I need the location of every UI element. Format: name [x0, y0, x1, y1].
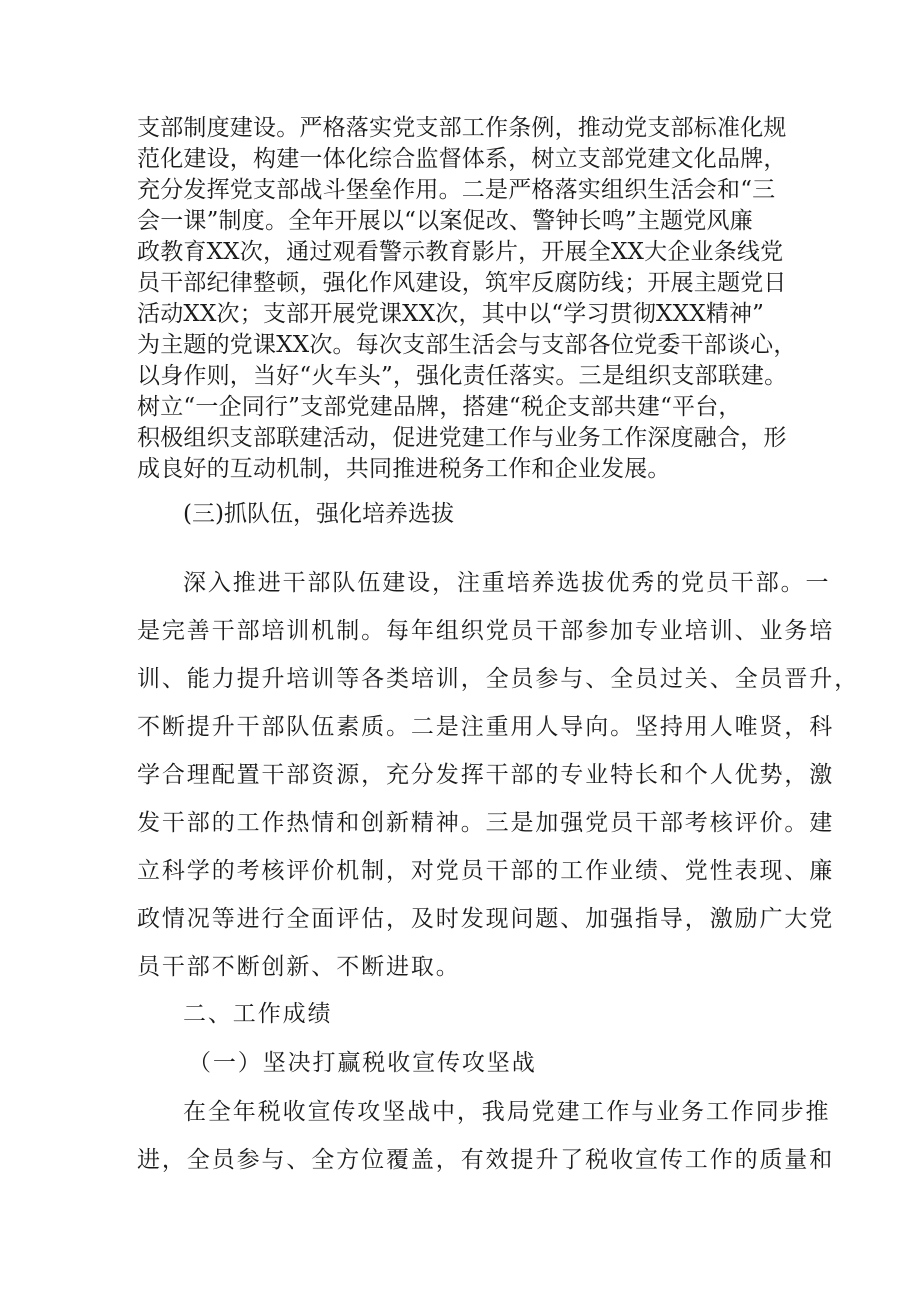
paragraph-3-line-2: 进，全员参与、全方位覆盖，有效提升了税收宣传工作的质量和 — [137, 1147, 835, 1173]
paragraph-2-line-4: 不断提升干部队伍素质。二是注重用人导向。坚持用人唯贤，科 — [137, 714, 835, 740]
paragraph-1-line-4: 会一课”制度。全年开展以“以案促改、警钟长鸣”主题党风廉 — [137, 208, 753, 234]
subsection-1-heading: （一）坚决打赢税收宣传攻坚战 — [188, 1050, 537, 1076]
paragraph-1-line-1: 支部制度建设。严格落实党支部工作条例，推动党支部标准化规 — [137, 115, 787, 141]
paragraph-2-line-2: 是完善干部培训机制。每年组织党员干部参加专业培训、业务培 — [137, 618, 835, 644]
paragraph-1-line-3: 充分发挥党支部战斗堡垒作用。二是严格落实组织生活会和“三 — [137, 177, 776, 203]
section-2-heading: 二、工作成绩 — [183, 1001, 333, 1027]
paragraph-1-line-9: 以身作则，当好“火车头”，强化责任落实。三是组织支部联建。 — [137, 363, 788, 389]
paragraph-2-line-5: 学合理配置干部资源，充分发挥干部的专业特长和个人优势，激 — [137, 762, 835, 788]
paragraph-1-line-12: 成良好的互动机制，共同推进税务工作和企业发展。 — [137, 456, 671, 482]
paragraph-1-line-11: 积极组织支部联建活动，促进党建工作与业务工作深度融合，形 — [137, 425, 787, 451]
paragraph-2-line-9: 员干部不断创新、不断进取。 — [137, 954, 461, 980]
paragraph-2-line-6: 发干部的工作热情和创新精神。三是加强党员干部考核评价。建 — [137, 810, 835, 836]
paragraph-2-line-3: 训、能力提升培训等各类培训，全员参与、全员过关、全员晋升， — [137, 666, 860, 692]
paragraph-1-line-10: 树立“一企同行”支部党建品牌，搭建“税企支部共建“平台， — [137, 394, 742, 420]
paragraph-1-line-7: 活动XX次；支部开展党课XX次，其中以“学习贯彻XXX精神” — [137, 301, 765, 327]
paragraph-1-line-5: 政教育XX次，通过观看警示教育影片，开展全XX大企业条线党 — [137, 239, 784, 265]
paragraph-1-line-6: 员干部纪律整顿，强化作风建设，筑牢反腐防线；开展主题党日 — [137, 270, 787, 296]
paragraph-1-line-2: 范化建设，构建一体化综合监督体系，树立支部党建文化品牌， — [137, 146, 787, 172]
paragraph-2-line-8: 政情况等进行全面评估，及时发现问题、加强指导，激励广大党 — [137, 906, 835, 932]
paragraph-1-line-8: 为主题的党课XX次。每次支部生活会与支部各位党委干部谈心， — [137, 332, 797, 358]
paragraph-2-line-7: 立科学的考核评价机制，对党员干部的工作业绩、党性表现、廉 — [137, 858, 835, 884]
subsection-3-heading: (三)抓队伍，强化培养选拔 — [183, 501, 454, 527]
paragraph-2-line-1: 深入推进干部队伍建设，注重培养选拔优秀的党员干部。一 — [183, 570, 831, 596]
paragraph-3-line-1: 在全年税收宣传攻坚战中，我局党建工作与业务工作同步推 — [183, 1099, 831, 1125]
